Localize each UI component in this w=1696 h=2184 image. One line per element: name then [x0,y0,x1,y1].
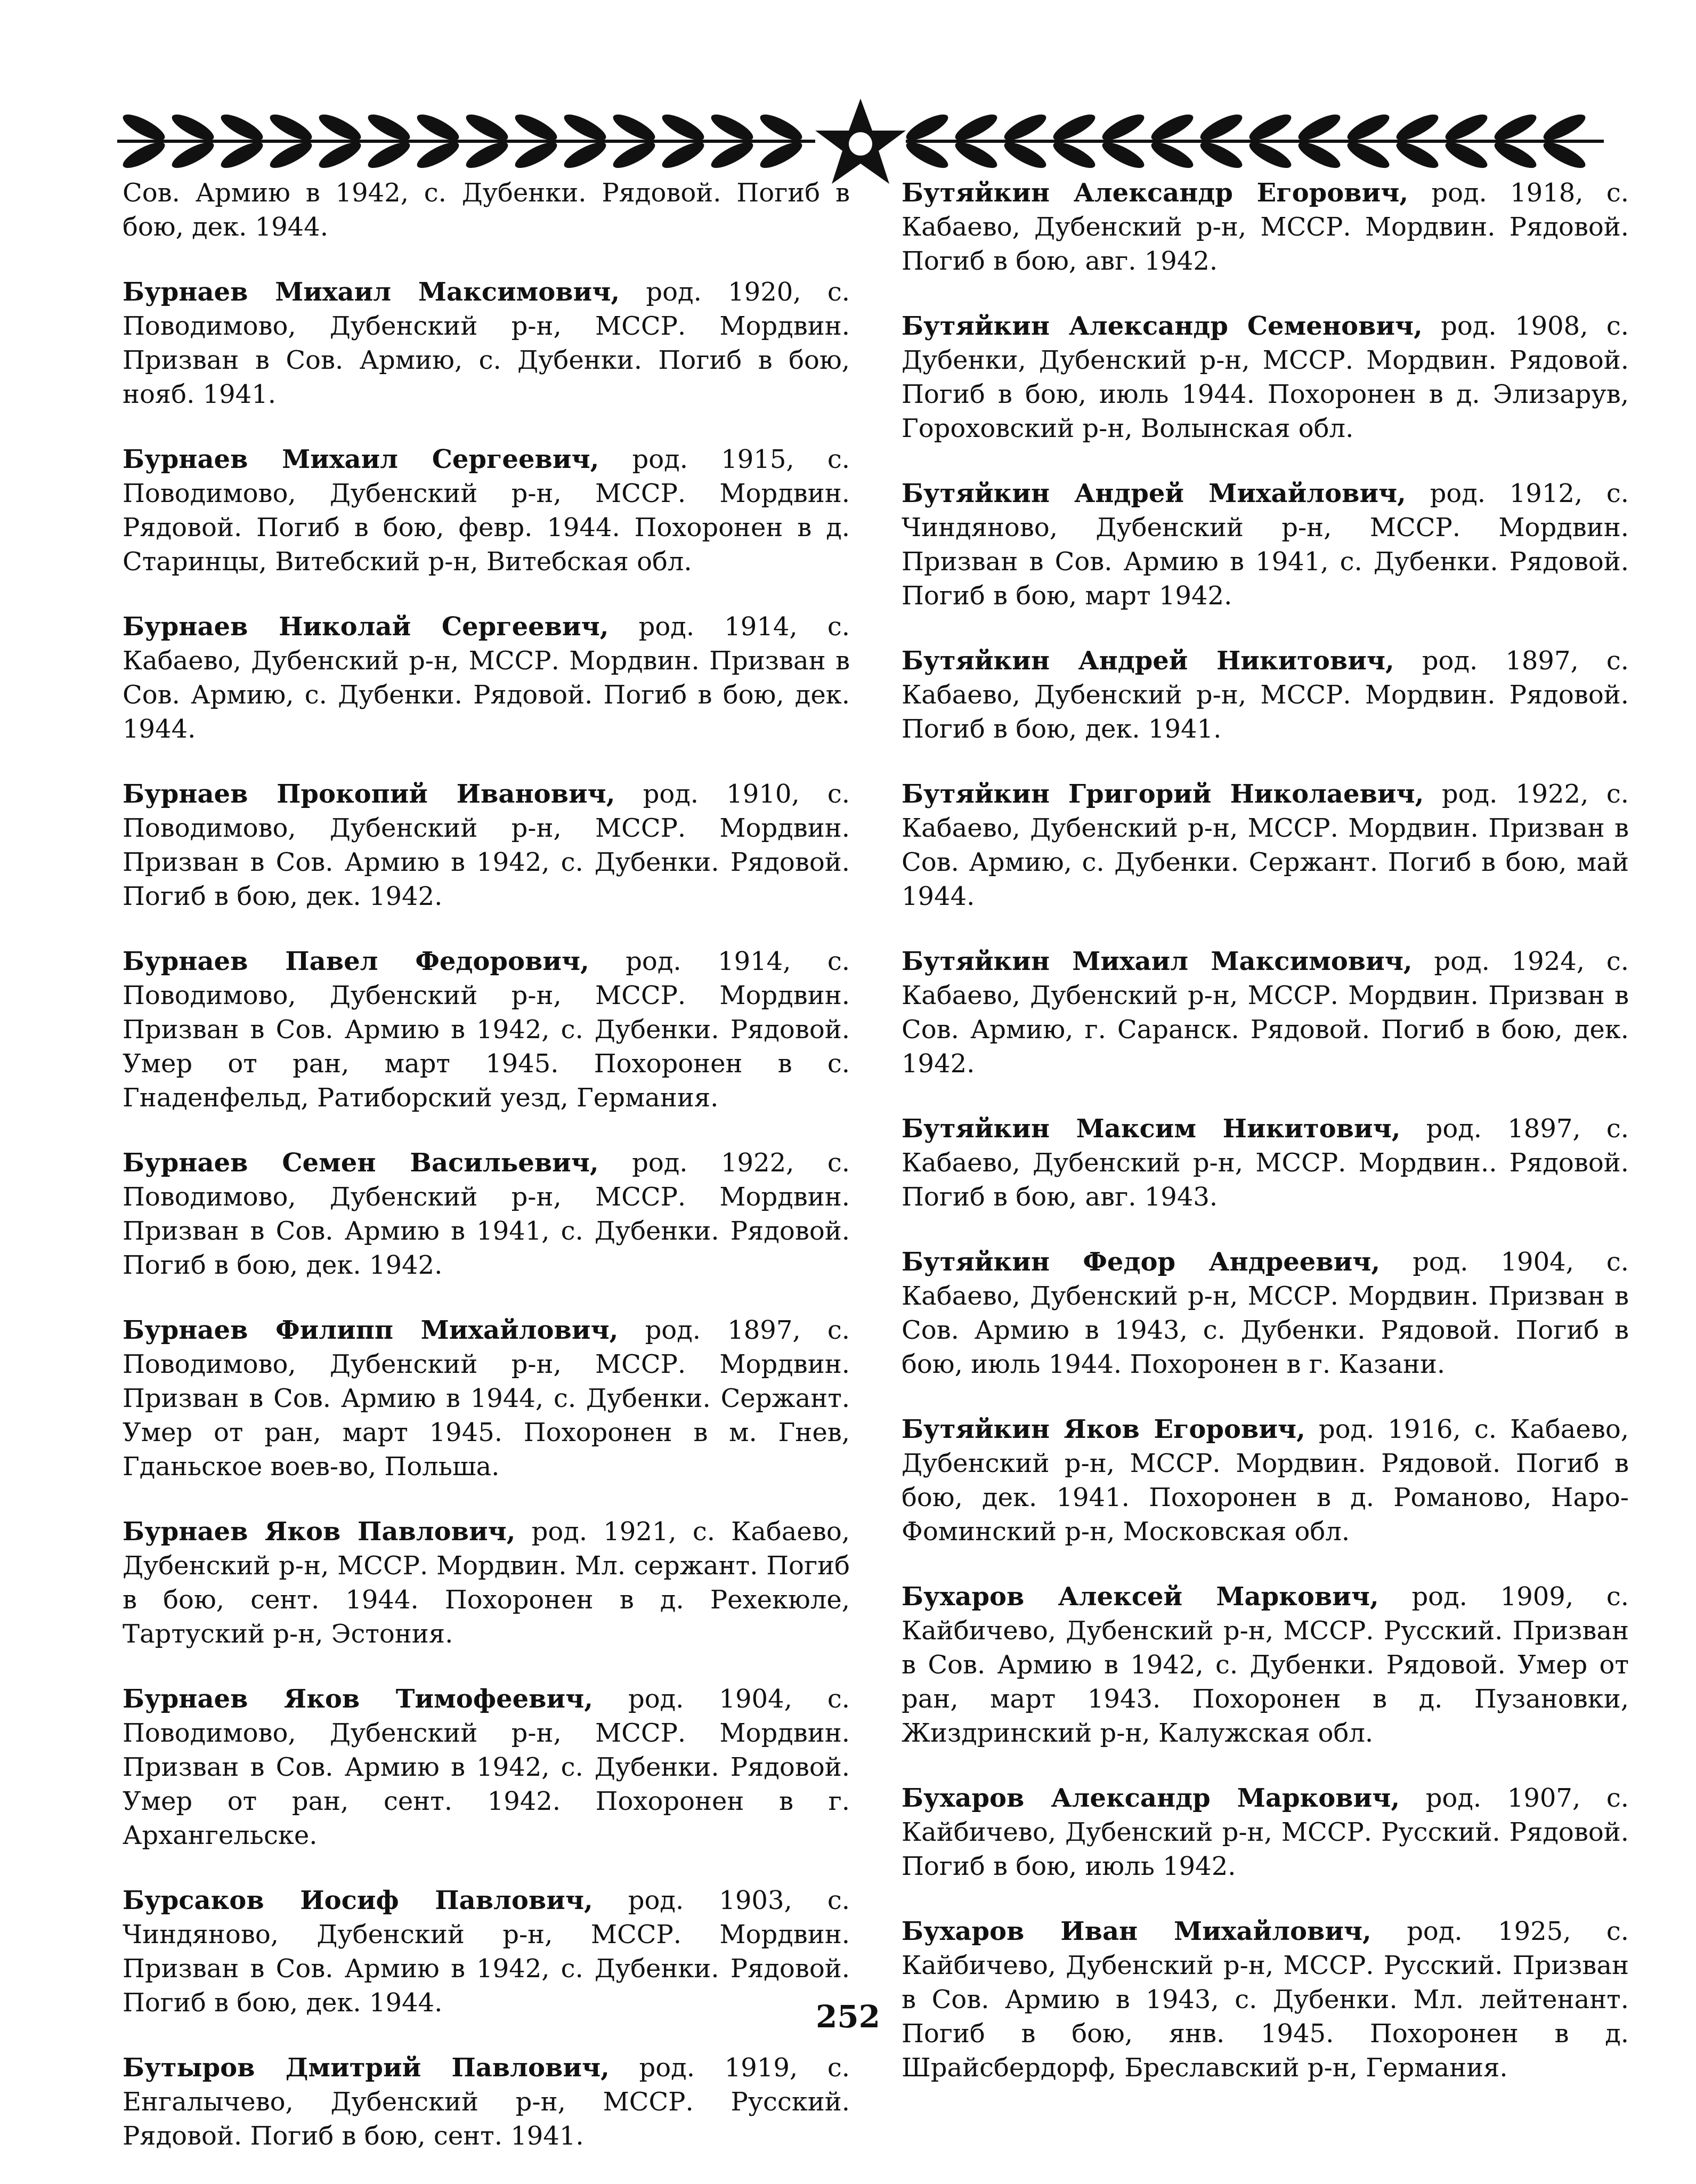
entry [902,777,1629,913]
entry-text: род. 1904, с. Кабаево, Дубенский р-н, МССР. Мордвин. Призван в Сов. Армию в 1943, с. Дубенки. Рядовой. Погиб в бою, июль 1944. Похоронен в г. Казани. [902,1247,1629,1379]
entry-name: Бухаров Алексей Маркович, [902,1582,1379,1612]
entry-name: Бутяйкин Григорий Николаевич, [902,779,1424,809]
page-number: 252 [815,1999,881,2035]
entry-text: род. 1897, с. Поводимово, Дубенский р-н, МССР. Мордвин. Призван в Сов. Армию в 1944, с. Дубенки. Сержант. Умер от ран, март 1945. Похоронен в м. Гнев, Гданьское воев-во, Польша. [123,1315,850,1482]
entry [123,944,850,1115]
entry [902,944,1629,1081]
entry-text: род. 1908, с. Дубенки, Дубенский р-н, МССР. Мордвин. Рядовой. Погиб в бою, июль 1944. Похоронен в д. Элизарув, Гороховский р-н, Волынская обл. [902,311,1629,443]
entry-text: род. 1897, с. Кабаево, Дубенский р-н, МССР. Мордвин.. Рядовой. Погиб в бою, авг. 1943. [902,1114,1629,1212]
entry [902,176,1629,278]
entry-text: род. 1914, с. Поводимово, Дубенский р-н, МССР. Мордвин. Призван в Сов. Армию в 1942, с. Дубенки. Рядовой. Умер от ран, март 1945. Похоронен в с. Гнаденфельд, Ратиборский уезд, Германия. [123,947,850,1113]
entry-name: Бухаров Иван Михайлович, [902,1916,1372,1946]
entry-text: Сов. Армию в 1942, с. Дубенки. Рядовой. Погиб в бою, дек. 1944. [123,178,850,242]
entry [902,476,1629,613]
entry-name: Бурнаев Яков Тимофеевич, [123,1684,593,1714]
entry [123,275,850,411]
entry-name: Бурнаев Николай Сергеевич, [123,612,609,642]
entry [123,610,850,746]
entry-text: род. 1919, с. Енгалычево, Дубенский р-н, МССР. Русский. Рядовой. Погиб в бою, сент. 1941. [123,2053,850,2151]
entry-name: Бутяйкин Андрей Михайлович, [902,479,1406,508]
entry-name: Бурнаев Павел Федорович, [123,947,589,976]
entry-name: Бурнаев Филипп Михайлович, [123,1315,619,1345]
entry-name: Бурнаев Яков Павлович, [123,1517,516,1547]
entry-text: род. 1925, с. Кайбичево, Дубенский р-н, МССР. Русский. Призван в Сов. Армию в 1943, с. Дубенки. Мл. лейтенант. Погиб в бою, янв. 1945. Похоронен в д. Шрайсбердорф, Бреславский р-н, Германия. [902,1916,1629,2083]
entry-text: род. 1912, с. Чиндяново, Дубенский р-н, МССР. Мордвин. Призван в Сов. Армию в 1941, с. Дубенки. Рядовой. Погиб в бою, март 1942. [902,479,1629,611]
entry-text: род. 1916, с. Кабаево, Дубенский р-н, МССР. Мордвин. Рядовой. Погиб в бою, дек. 1941. Похоронен в д. Романово, Наро-Фоминский р-н, Московская обл. [902,1414,1629,1547]
entry-text: род. 1897, с. Кабаево, Дубенский р-н, МССР. Мордвин. Рядовой. Погиб в бою, дек. 1941. [902,646,1629,744]
left-column [123,176,850,2184]
entry-text: род. 1903, с. Чиндяново, Дубенский р-н, МССР. Мордвин. Призван в Сов. Армию в 1942, с. Дубенки. Рядовой. Погиб в бою, дек. 1944. [123,1886,850,2018]
entry-name: Бурнаев Михаил Максимович, [123,277,620,307]
entry-name: Бутяйкин Федор Андреевич, [902,1247,1381,1277]
entry-name: Бутяйкин Андрей Никитович, [902,646,1394,676]
entry [902,1112,1629,1214]
entry-text: род. 1914, с. Кабаево, Дубенский р-н, МССР. Мордвин. Призван в Сов. Армию, с. Дубенки. Рядовой. Погиб в бою, дек. 1944. [123,612,850,744]
entry-text: род. 1910, с. Поводимово, Дубенский р-н, МССР. Мордвин. Призван в Сов. Армию в 1942, с. Дубенки. Рядовой. Погиб в бою, дек. 1942. [123,779,850,911]
entry [123,442,850,579]
entry [123,1313,850,1484]
entry-name: Бурнаев Семен Васильевич, [123,1148,599,1178]
entry [902,309,1629,446]
entry [123,176,850,244]
entry-name: Бутяйкин Максим Никитович, [902,1114,1401,1144]
entry-name: Бутыров Дмитрий Павлович, [123,2053,610,2083]
entry-text: род. 1922, с. Поводимово, Дубенский р-н, МССР. Мордвин. Призван в Сов. Армию в 1941, с. Дубенки. Рядовой. Погиб в бою, дек. 1942. [123,1148,850,1280]
entry-text: род. 1918, с. Кабаево, Дубенский р-н, МССР. Мордвин. Рядовой. Погиб в бою, авг. 1942. [902,178,1629,276]
entry [123,2051,850,2153]
entry [902,1580,1629,1750]
entry-text: род. 1922, с. Кабаево, Дубенский р-н, МССР. Мордвин. Призван в Сов. Армию, с. Дубенки. Сержант. Погиб в бою, май 1944. [902,779,1629,911]
entry-text: род. 1920, с. Поводимово, Дубенский р-н, МССР. Мордвин. Призван в Сов. Армию, с. Дубенки. Погиб в бою, нояб. 1941. [123,277,850,409]
entry-name: Бутяйкин Александр Семенович, [902,311,1423,341]
entry-text: род. 1909, с. Кайбичево, Дубенский р-н, МССР. Русский. Призван в Сов. Армию в 1942, с. Дубенки. Рядовой. Умер от ран, март 1943. Похоронен в д. Пузановки, Жиздринский р-н, Калужская обл. [902,1582,1629,1748]
entry [123,1682,850,1853]
entry-name: Бурнаев Михаил Сергеевич, [123,444,599,474]
entry-name: Бутяйкин Александр Егорович, [902,178,1409,208]
entry [123,1146,850,1282]
entry [902,1245,1629,1381]
entry-name: Бухаров Александр Маркович, [902,1783,1400,1813]
entry [123,1515,850,1651]
entry-text: род. 1904, с. Поводимово, Дубенский р-н, МССР. Мордвин. Призван в Сов. Армию в 1942, с. Дубенки. Рядовой. Умер от ран, сент. 1942. Похоронен в г. Архангельске. [123,1684,850,1850]
entry-text: род. 1921, с. Кабаево, Дубенский р-н, МССР. Мордвин. Мл. сержант. Погиб в бою, сент. 1944. Похоронен в д. Рехекюле, Тартуский р-н, Эстония. [123,1517,850,1649]
entry-text: род. 1915, с. Поводимово, Дубенский р-н, МССР. Мордвин. Рядовой. Погиб в бою, февр. 1944. Похоронен в д. Старинцы, Витебский р-н, Витебская обл. [123,444,850,577]
entry-name: Бутяйкин Михаил Максимович, [902,947,1413,976]
entry-name: Бурнаев Прокопий Иванович, [123,779,615,809]
entry-name: Бурсаков Иосиф Павлович, [123,1886,593,1915]
right-column [902,176,1629,2116]
entry [123,777,850,913]
entry-text: род. 1924, с. Кабаево, Дубенский р-н, МССР. Мордвин. Призван в Сов. Армию, г. Саранск. Рядовой. Погиб в бою, дек. 1942. [902,947,1629,1079]
entry [902,644,1629,746]
entry-name: Бутяйкин Яков Егорович, [902,1414,1305,1444]
entry-text: род. 1907, с. Кайбичево, Дубенский р-н, МССР. Русский. Рядовой. Погиб в бою, июль 1942. [902,1783,1629,1881]
entry [902,1412,1629,1549]
entry [902,1781,1629,1883]
